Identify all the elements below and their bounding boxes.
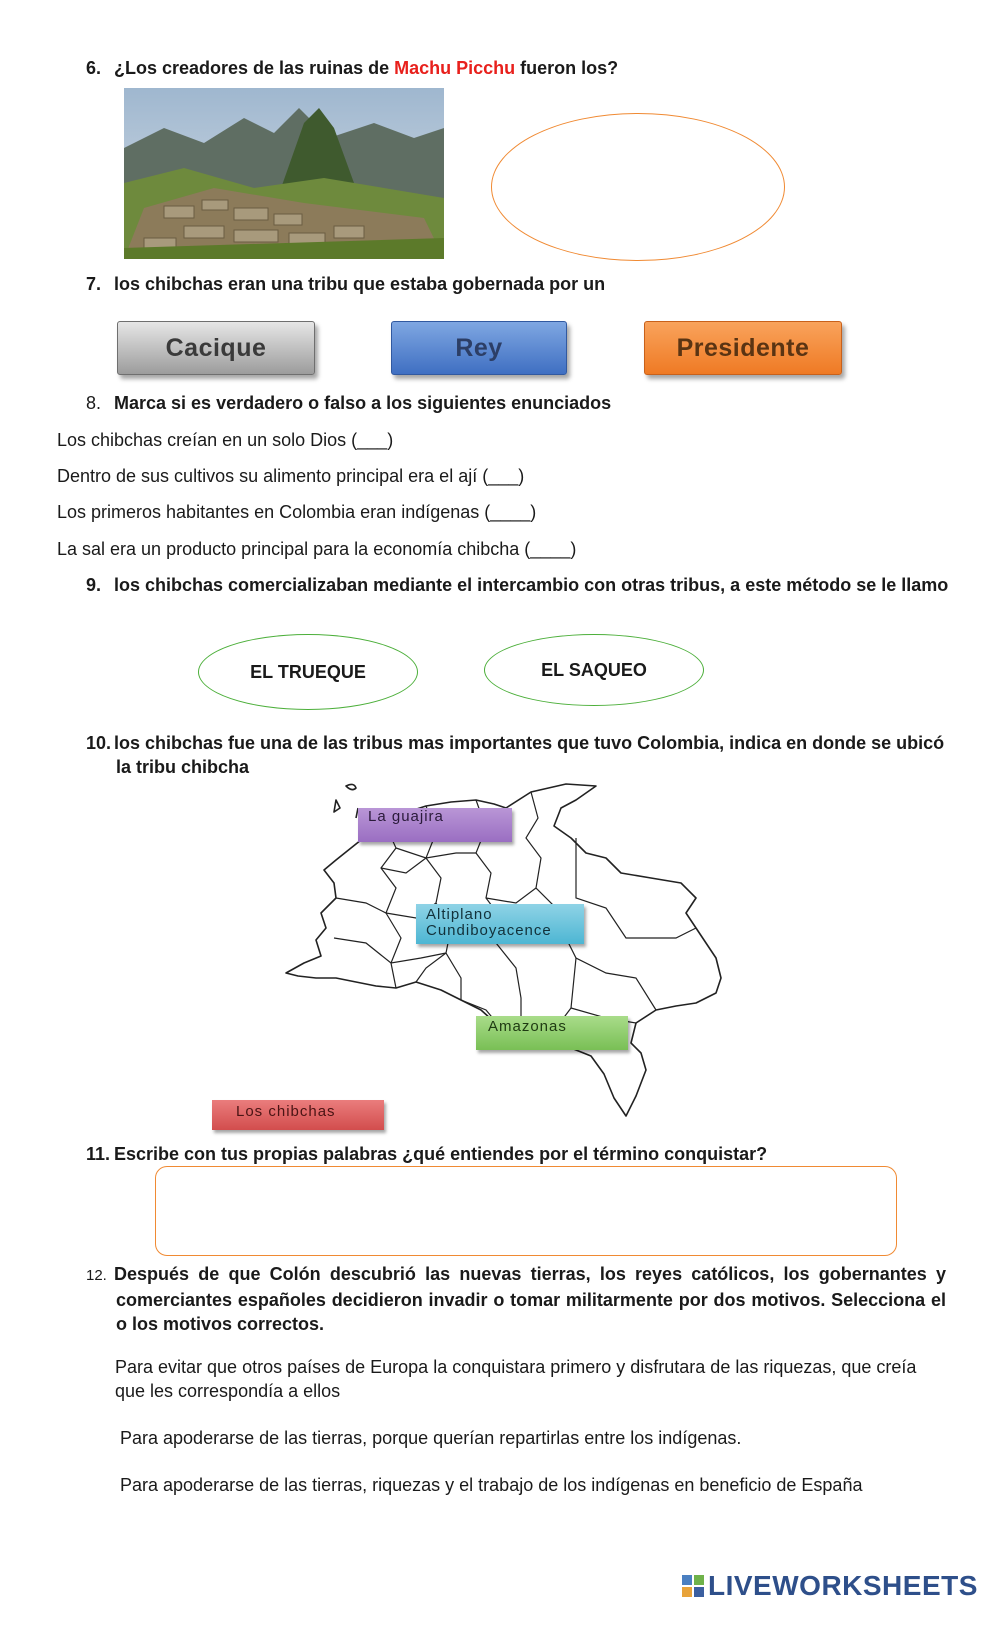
question-number: 11. <box>86 1144 111 1164</box>
question-number: 8. <box>86 393 102 413</box>
machu-picchu-image <box>124 88 444 259</box>
question-number: 12. <box>86 1267 107 1284</box>
question-10 <box>86 731 956 779</box>
statement-2[interactable]: Dentro de sus cultivos su alimento principal era el ají (___) <box>57 466 525 486</box>
answer-oval-6[interactable] <box>491 113 785 261</box>
label-altiplano-line1: Altiplano <box>426 906 493 923</box>
brand-name: LIVEWORKSHEETS <box>708 1570 978 1601</box>
motive-option-2[interactable]: Para apoderarse de las tierras, porque querían repartirlas entre los indígenas. <box>120 1428 742 1448</box>
question-text: Marca si es verdadero o falso a los siguientes enunciados <box>114 393 612 413</box>
option-rey-button[interactable]: Rey <box>391 321 567 375</box>
question-12 <box>86 1262 946 1336</box>
question-text: Después de que Colón descubrió las nuevas tierras, los reyes católicos, los gobernantes y comerciantes españoles decidieron invadir o tomar militarmente por dos motivos. Selecciona el o los motivos correctos. <box>114 1264 946 1334</box>
option-saqueo[interactable]: EL SAQUEO <box>484 634 704 706</box>
label-altiplano-cundiboyacence[interactable] <box>416 904 584 944</box>
motive-option-1[interactable]: Para evitar que otros países de Europa la conquistara primero y disfrutara de las riquezas, que creía que les correspondía a ellos <box>115 1357 917 1401</box>
option-trueque[interactable]: EL TRUEQUE <box>198 634 418 710</box>
statement-3[interactable]: Los primeros habitantes en Colombia eran indígenas (____) <box>57 502 537 522</box>
label-amazonas[interactable]: Amazonas <box>476 1016 628 1050</box>
label-altiplano-line2: Cundiboyacence <box>426 922 552 939</box>
machu-picchu-highlight: Machu Picchu <box>394 58 516 78</box>
question-text: los chibchas comercializaban mediante el intercambio con otras tribus, a este método se le llamo <box>114 575 949 595</box>
label-los-chibchas[interactable]: Los chibchas <box>212 1100 384 1130</box>
question-11 <box>86 1142 946 1166</box>
question-number: 10. <box>86 733 112 753</box>
motive-option-3[interactable]: Para apoderarse de las tierras, riquezas y el trabajo de los indígenas en beneficio de España <box>120 1475 863 1495</box>
question-number: 7. <box>86 274 102 294</box>
liveworksheets-logo <box>682 1570 978 1602</box>
grid-logo-icon <box>682 1575 704 1597</box>
question-text: los chibchas eran una tribu que estaba gobernada por un <box>114 274 606 294</box>
question-7 <box>86 272 946 296</box>
question-9 <box>86 573 956 597</box>
statement-4[interactable]: La sal era un producto principal para la economía chibcha (____) <box>57 539 577 559</box>
label-la-guajira[interactable]: La guajira <box>358 808 512 842</box>
question-6 <box>86 56 946 80</box>
question-text: Escribe con tus propias palabras ¿qué entiendes por el término conquistar? <box>114 1144 768 1164</box>
question-text: los chibchas fue una de las tribus mas importantes que tuvo Colombia, indica en donde se ubicó la tribu chibcha <box>114 733 945 777</box>
question-text-end: fueron los? <box>515 58 619 78</box>
option-cacique-button[interactable]: Cacique <box>117 321 315 375</box>
option-presidente-button[interactable]: Presidente <box>644 321 842 375</box>
question-number: 9. <box>86 575 102 595</box>
answer-textbox-11[interactable] <box>155 1166 897 1256</box>
question-number: 6. <box>86 58 102 78</box>
question-8 <box>86 391 946 415</box>
colombia-map <box>276 778 756 1120</box>
question-text: ¿Los creadores de las ruinas de <box>114 58 395 78</box>
statement-1[interactable]: Los chibchas creían en un solo Dios (___) <box>57 430 394 450</box>
